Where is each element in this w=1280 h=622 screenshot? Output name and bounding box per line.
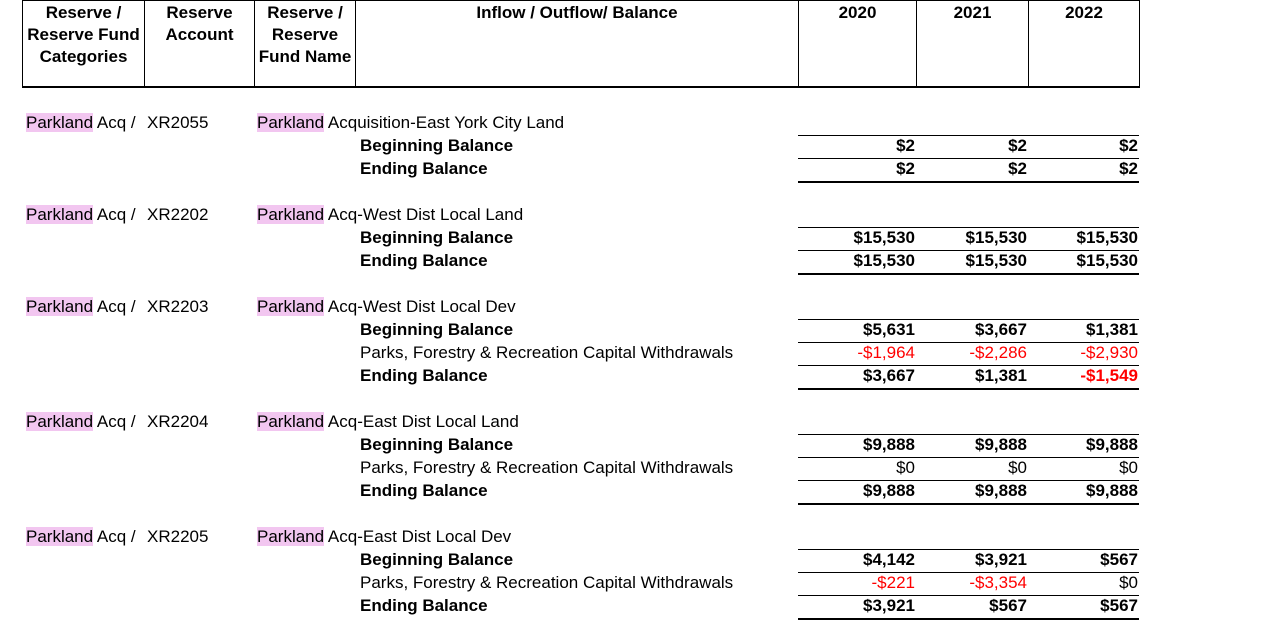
fund-category	[26, 296, 136, 318]
table-header	[22, 0, 1140, 88]
balance-row	[0, 549, 1280, 572]
highlighted-term: Parkland	[257, 527, 325, 546]
amount-cell: $0	[1119, 458, 1138, 477]
highlighted-term: Parkland	[257, 205, 325, 224]
amount-cell: $2	[1008, 136, 1027, 155]
highlighted-term: Parkland	[257, 297, 325, 316]
header-year-label: 2022	[1065, 3, 1103, 22]
amount-cell: $567	[1100, 550, 1138, 569]
amount-cell: $15,530	[1076, 228, 1138, 247]
row-rule	[798, 342, 1139, 343]
balance-row	[0, 595, 1280, 618]
balance-row	[0, 319, 1280, 342]
header-flow	[355, 1, 798, 87]
amount-cell: $567	[989, 596, 1027, 615]
amount-cell: $0	[1119, 573, 1138, 592]
header-year-label: 2020	[838, 3, 877, 22]
fund-name	[257, 204, 523, 226]
amount-cell: $15,530	[965, 251, 1027, 270]
fund-category	[26, 526, 136, 548]
balance-row	[0, 227, 1280, 250]
highlighted-term: Parkland	[257, 412, 325, 431]
amount-cell: $2	[896, 159, 915, 178]
reserve-account: XR2202	[147, 205, 209, 224]
header-year-label: 2021	[953, 3, 992, 22]
row-label: Ending Balance	[360, 596, 488, 615]
header-fund-name-line: Reserve	[271, 25, 339, 44]
total-rule	[798, 273, 1139, 275]
fund-category-text: Acq /	[93, 412, 136, 431]
header-account-line: Reserve	[166, 3, 233, 22]
amount-cell: -$1,964	[857, 343, 915, 362]
amount-cell: $0	[1008, 458, 1027, 477]
amount-cell: $2	[1119, 136, 1138, 155]
header-category-line: Reserve /	[45, 3, 122, 22]
amount-cell: $15,530	[1076, 251, 1138, 270]
balance-row	[0, 457, 1280, 480]
amount-cell: $3,921	[863, 596, 915, 615]
amount-cell: $2	[896, 136, 915, 155]
balance-row	[0, 365, 1280, 388]
highlighted-term: Parkland	[26, 297, 94, 316]
amount-cell: $9,888	[975, 435, 1027, 454]
header-category-line: Categories	[39, 47, 128, 66]
fund-name	[257, 526, 511, 548]
amount-cell: $5,631	[863, 320, 915, 339]
header-flow-label: Inflow / Outflow/ Balance	[476, 3, 678, 22]
header-fund-name-line: Reserve /	[267, 3, 343, 22]
amount-cell: $3,667	[975, 320, 1027, 339]
row-label: Ending Balance	[360, 159, 488, 178]
highlighted-term: Parkland	[26, 527, 94, 546]
amount-cell: $15,530	[965, 228, 1027, 247]
header-year-2022	[1028, 1, 1140, 87]
amount-cell: $3,667	[863, 366, 915, 385]
row-label: Beginning Balance	[360, 228, 514, 247]
balance-row	[0, 572, 1280, 595]
balance-row	[0, 434, 1280, 457]
amount-cell: $2	[1008, 159, 1027, 178]
reserve-account: XR2055	[147, 113, 209, 132]
total-rule	[798, 181, 1139, 183]
balance-row	[0, 480, 1280, 503]
amount-cell: $567	[1100, 596, 1138, 615]
header-year-2021	[916, 1, 1028, 87]
fund-name	[257, 112, 564, 134]
amount-cell: $9,888	[863, 435, 915, 454]
balance-row	[0, 158, 1280, 181]
row-rule	[798, 319, 1139, 320]
total-rule	[798, 503, 1139, 505]
amount-cell: $2	[1119, 159, 1138, 178]
fund-name-text: Acq-West Dist Local Land	[324, 205, 524, 224]
row-label: Beginning Balance	[360, 320, 514, 339]
row-label: Ending Balance	[360, 251, 488, 270]
row-rule	[798, 572, 1139, 573]
highlighted-term: Parkland	[26, 113, 94, 132]
fund-category-text: Acq /	[93, 205, 136, 224]
amount-cell: $9,888	[1086, 435, 1138, 454]
amount-cell: -$2,930	[1080, 343, 1138, 362]
row-rule	[798, 227, 1139, 228]
row-label: Beginning Balance	[360, 136, 514, 155]
row-rule	[798, 250, 1139, 251]
highlighted-term: Parkland	[26, 205, 94, 224]
row-label: Parks, Forestry & Recreation Capital Withdrawals	[360, 343, 734, 362]
balance-row	[0, 342, 1280, 365]
row-rule	[798, 457, 1139, 458]
header-account-line: Account	[165, 25, 234, 44]
amount-cell: $3,921	[975, 550, 1027, 569]
reserve-account: XR2203	[147, 297, 209, 316]
row-rule	[798, 365, 1139, 366]
header-account	[144, 1, 254, 87]
fund-name-text: Acq-East Dist Local Land	[324, 412, 519, 431]
amount-cell: -$3,354	[969, 573, 1027, 592]
row-label: Parks, Forestry & Recreation Capital Withdrawals	[360, 458, 734, 477]
amount-cell: $9,888	[975, 481, 1027, 500]
amount-cell: $15,530	[853, 251, 915, 270]
fund-category-text: Acq /	[93, 113, 136, 132]
amount-cell: $1,381	[1086, 320, 1138, 339]
fund-name	[257, 411, 519, 433]
highlighted-term: Parkland	[257, 113, 325, 132]
row-label: Ending Balance	[360, 481, 488, 500]
total-rule	[798, 618, 1139, 620]
amount-cell: -$221	[871, 573, 915, 592]
amount-cell: $4,142	[863, 550, 915, 569]
header-year-2020	[798, 1, 916, 87]
row-rule	[798, 158, 1139, 159]
reserve-account: XR2204	[147, 412, 209, 431]
fund-category	[26, 411, 136, 433]
fund-name-text: Acq-East Dist Local Dev	[324, 527, 512, 546]
amount-cell: -$1,549	[1080, 366, 1138, 385]
fund-name-text: Acq-West Dist Local Dev	[324, 297, 516, 316]
row-label: Parks, Forestry & Recreation Capital Withdrawals	[360, 573, 734, 592]
reserve-account: XR2205	[147, 527, 209, 546]
row-rule	[798, 595, 1139, 596]
amount-cell: $9,888	[863, 481, 915, 500]
header-fund-name-line: Fund Name	[258, 47, 352, 66]
highlighted-term: Parkland	[26, 412, 94, 431]
fund-category	[26, 204, 136, 226]
row-rule	[798, 480, 1139, 481]
fund-category-text: Acq /	[93, 297, 136, 316]
total-rule	[798, 388, 1139, 390]
row-rule	[798, 434, 1139, 435]
amount-cell: -$2,286	[969, 343, 1027, 362]
fund-category	[26, 112, 136, 134]
balance-row	[0, 135, 1280, 158]
header-fund-name	[254, 1, 355, 87]
fund-name-text: Acquisition-East York City Land	[324, 113, 565, 132]
row-rule	[798, 135, 1139, 136]
row-label: Ending Balance	[360, 366, 488, 385]
row-label: Beginning Balance	[360, 550, 514, 569]
fund-category-text: Acq /	[93, 527, 136, 546]
row-rule	[798, 549, 1139, 550]
balance-row	[0, 250, 1280, 273]
amount-cell: $0	[896, 458, 915, 477]
header-category	[22, 1, 144, 87]
amount-cell: $15,530	[853, 228, 915, 247]
row-label: Beginning Balance	[360, 435, 514, 454]
amount-cell: $1,381	[975, 366, 1027, 385]
fund-name	[257, 296, 516, 318]
header-category-line: Reserve Fund	[27, 25, 140, 44]
amount-cell: $9,888	[1086, 481, 1138, 500]
